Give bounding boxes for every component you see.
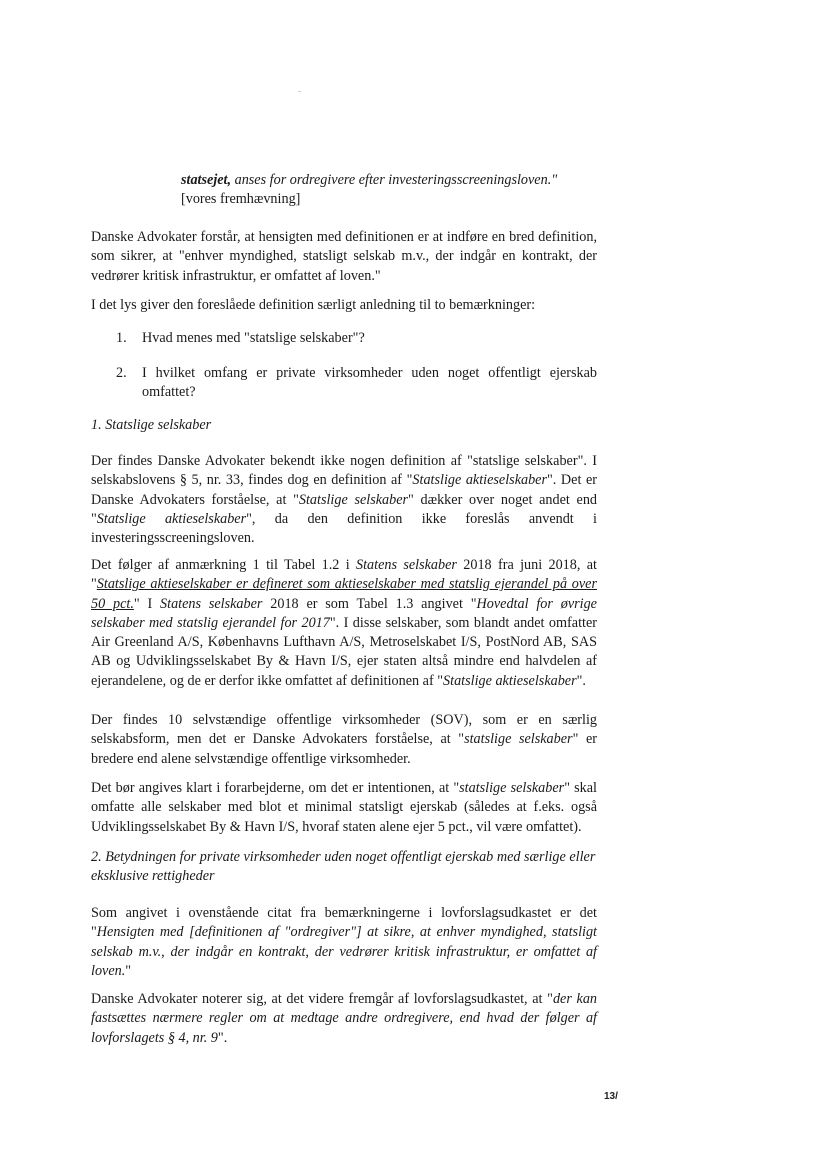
- paragraph-6: Det bør angives klart i forarbejderne, om det er intentionen, at "statslige selskaber" skal omfatte alle selskaber med blot et minimal statsligt ejerskab (således at f.eks. også Udviklingsselskabet By & Havn I/S, hvoraf staten alene ejer 5 pct., vil være omfattet).: [91, 780, 597, 835]
- quote-block: [181, 171, 597, 210]
- paragraph-1: Danske Advokater forstår, at hensigten med definitionen er at indføre en bred definition, som sikrer, at "enhver myndighed, statsligt selskab m.v., der indgår en kontrakt, der vedrører kritisk infrastruktur, er omfattet af loven.": [91, 229, 597, 284]
- section-heading-2: 2. Betydningen for private virksomheder uden noget offentligt ejerskab med særlige eller eksklusive rettigheder: [91, 849, 596, 885]
- paragraph-8: Danske Advokater noterer sig, at det videre fremgår af lovforslagsudkastet, at "der kan fastsættes nærmere regler om at medtage andre ordregivere, end hvad der følger af lovforslagets § 4, nr. 9".: [91, 991, 598, 1046]
- scan-speck: [298, 91, 301, 92]
- paragraph-2: I det lys giver den foreslåede definition særligt anledning til to bemærkninger:: [91, 297, 536, 313]
- list-number: 1.: [116, 330, 127, 346]
- paragraph-7: Som angivet i ovenstående citat fra bemærkningerne i lovforslagsudkastet er det "Hensigten med [definitionen af "ordregiver"] at sikre, at enhver myndighed, statsligt selskab m.v., der indgår en kontrakt, der vedrører kritisk infrastruktur, er omfattet af loven.": [91, 905, 597, 979]
- list-item-1: [116, 329, 597, 348]
- list-text: Hvad menes med "statslige selskaber"?: [142, 330, 365, 346]
- quote-rest: anses for ordregivere efter investeringsscreeningsloven.": [231, 172, 558, 188]
- paragraph-5: Der findes 10 selvstændige offentlige virksomheder (SOV), som er en særlig selskabsform, men det er Danske Advokaters forståelse, at "statslige selskaber" er bredere end alene selvstændige offentlige virksomheder.: [91, 712, 597, 767]
- list-item-2: [116, 364, 597, 403]
- section-heading-1: 1. Statslige selskaber: [91, 417, 212, 433]
- page-number: 13/: [604, 1091, 618, 1102]
- paragraph-4: Det følger af anmærkning 1 til Tabel 1.2 i Statens selskaber 2018 fra juni 2018, at "Statslige aktieselskaber er defineret som aktieselskaber med statslig ejerandel på over 50 pct." I Statens selskaber 2018 er som Tabel 1.3 angivet "Hovedtal for øvrige selskaber med statslig ejerandel for 2017". I disse selskaber, som blandt andet omfatter Air Greenland A/S, Københavns Lufthavn A/S, Metroselskabet I/S, PostNord AB, SAS AB og Udviklingsselskabet By & Havn I/S, ejer staten altså mindre end halvdelen af ejerandelene, og de er derfor ikke omfattet af definitionen af "Statslige aktieselskaber".: [91, 557, 597, 689]
- quote-note: [vores fremhævning]: [181, 191, 301, 208]
- list-text: I hvilket omfang er private virksomheder uden noget offentligt ejerskab omfattet?: [142, 365, 597, 401]
- quote-bold-word: statsejet,: [181, 172, 232, 188]
- paragraph-3: Der findes Danske Advokater bekendt ikke nogen definition af "statslige selskaber". I selskabslovens § 5, nr. 33, findes dog en definition af "Statslige aktieselskaber". Det er Danske Advokaters forståelse, at "Statslige selskaber" dækker over noget andet end "Statslige aktieselskaber", da den definition ikke foreslås anvendt i investeringsscreeningsloven.: [91, 453, 598, 547]
- quote-text: [181, 171, 597, 190]
- list-number: 2.: [116, 365, 127, 381]
